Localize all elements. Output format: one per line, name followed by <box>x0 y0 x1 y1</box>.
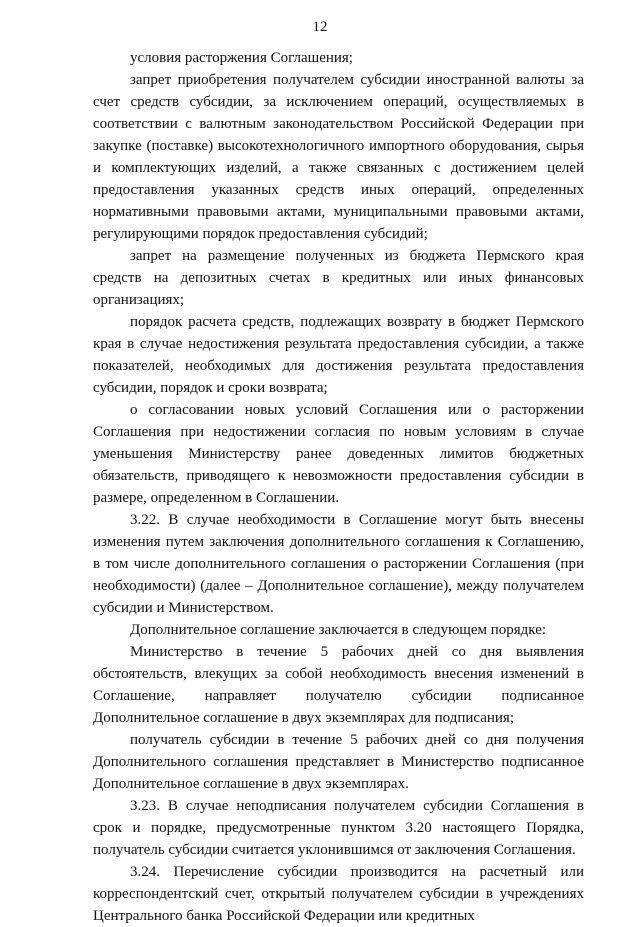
paragraph-deposit-ban: запрет на размещение полученных из бюджета Пермского края средств на депозитных счетах в кредитных или иных финансовых организациях; <box>93 248 584 308</box>
paragraph-3-24: 3.24. Перечисление субсидии производится на расчетный или корреспондентский счет, открытый получателем субсидии в учреждениях Центрального банка Российской Федерации или кредитных <box>93 864 584 924</box>
paragraph-ministry-steps: Министерство в течение 5 рабочих дней со дня выявления обстоятельств, влекущих за собой необходимость внесения изменений в Соглашение, направляет получателю субсидии подписанное Дополнительное соглашение в двух экземплярах для подписания; <box>93 644 584 726</box>
paragraph-3-23: 3.23. В случае неподписания получателем субсидии Соглашения в срок и порядке, предусмотренные пунктом 3.20 настоящего Порядка, получатель субсидии считается уклонившимся от заключения Соглашения. <box>93 798 584 858</box>
paragraph-termination-conditions: условия расторжения Соглашения; <box>130 50 353 66</box>
paragraph-refund-procedure: порядок расчета средств, подлежащих возврату в бюджет Пермского края в случае недостижения результата предоставления субсидии, а также показателей, необходимых для достижения результата предоставления субсидии, порядок и сроки возврата; <box>93 314 584 396</box>
paragraph-recipient-steps: получатель субсидии в течение 5 рабочих дней со дня получения Дополнительного соглашения представляет в Министерство подписанное Дополнительное соглашение в двух экземплярах. <box>93 732 584 792</box>
paragraph-3-22: 3.22. В случае необходимости в Соглашение могут быть внесены изменения путем заключения дополнительного соглашения к Соглашению, в том числе дополнительного соглашения о расторжении Соглашения (при необходимости) (далее – Дополнительное соглашение), между получателем субсидии и Министерством. <box>93 512 584 616</box>
paragraph-currency-ban: запрет приобретения получателем субсидии иностранной валюты за счет средств субсидии, за исключением операций, осуществляемых в соответствии с валютным законодательством Российской Федерации при закупке (поставке) высокотехнологичного импортного оборудования, сырья и комплектующих изделий, а также связанных с достижением целей предоставления указанных средств иных операций, определенных нормативными правовыми актами, муниципальными правовыми актами, регулирующими порядок предоставления субсидий; <box>93 72 584 242</box>
document-body <box>93 47 584 927</box>
paragraph-new-conditions: о согласовании новых условий Соглашения или о расторжении Соглашения при недостижении согласия по новым условиям в случае уменьшения Министерству ранее доведенных лимитов бюджетных обязательств, приводящего к невозможности предоставления субсидии в размере, определенном в Соглашении. <box>93 402 584 506</box>
paragraph-supplementary-order: Дополнительное соглашение заключается в следующем порядке: <box>130 622 547 638</box>
page-number: 12 <box>312 19 328 35</box>
